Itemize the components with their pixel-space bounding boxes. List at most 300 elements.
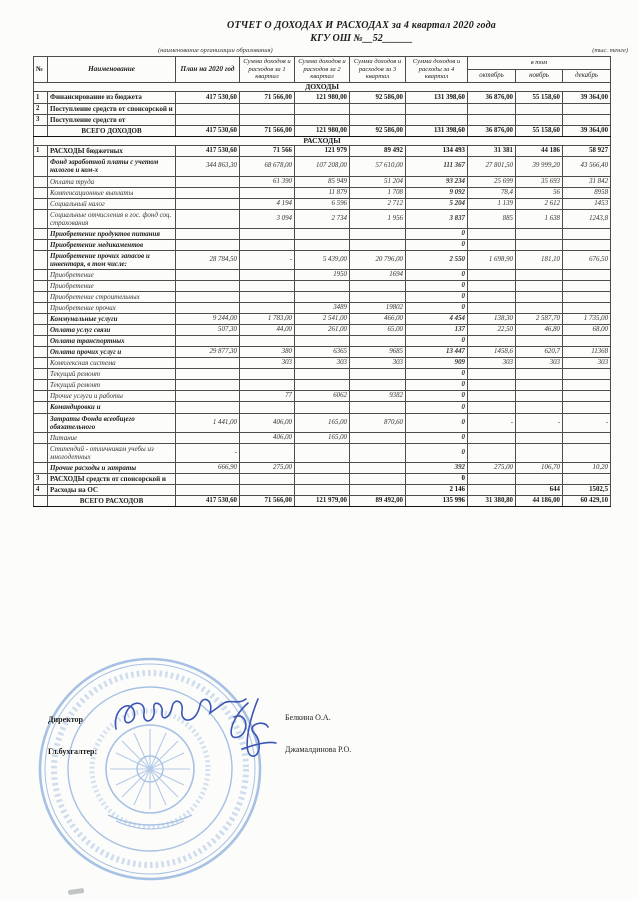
row-number bbox=[34, 358, 48, 369]
row-value: 4 454 bbox=[406, 314, 468, 325]
organization-name: КГУ ОШ №__52______ bbox=[310, 33, 413, 44]
row-value: 58 927 bbox=[563, 146, 611, 157]
row-value bbox=[468, 432, 516, 443]
row-value: 31 842 bbox=[563, 176, 611, 187]
row-number bbox=[34, 325, 48, 336]
row-value bbox=[563, 402, 611, 413]
row-value: 19802 bbox=[350, 303, 406, 314]
row-label: Коммунальные услуги bbox=[48, 314, 176, 325]
row-value: 0 bbox=[406, 336, 468, 347]
row-value bbox=[176, 198, 240, 209]
row-value bbox=[176, 473, 240, 484]
row-number bbox=[34, 125, 48, 136]
row-value bbox=[295, 292, 350, 303]
row-value: 165,00 bbox=[295, 413, 350, 432]
row-value bbox=[176, 484, 240, 495]
row-value bbox=[516, 228, 563, 239]
row-value: 644 bbox=[516, 484, 563, 495]
row-value: 1950 bbox=[295, 269, 350, 280]
row-value bbox=[406, 114, 468, 125]
row-value: - bbox=[240, 250, 295, 269]
row-label: Поступление средств от bbox=[48, 114, 176, 125]
row-number bbox=[34, 462, 48, 473]
row-value bbox=[295, 462, 350, 473]
row-value bbox=[176, 269, 240, 280]
row-value bbox=[516, 292, 563, 303]
row-value: 666,90 bbox=[176, 462, 240, 473]
row-value bbox=[350, 239, 406, 250]
row-number bbox=[34, 176, 48, 187]
row-value: 92 586,00 bbox=[350, 125, 406, 136]
row-value: 303 bbox=[468, 358, 516, 369]
row-value: 71 566 bbox=[240, 146, 295, 157]
row-value bbox=[468, 280, 516, 291]
row-value: 1 956 bbox=[350, 209, 406, 228]
row-number bbox=[34, 402, 48, 413]
row-value bbox=[176, 358, 240, 369]
row-value: 0 bbox=[406, 239, 468, 250]
row-value: 303 bbox=[240, 358, 295, 369]
row-value: 2 712 bbox=[350, 198, 406, 209]
row-value: 121 980,00 bbox=[295, 125, 350, 136]
row-value: 1694 bbox=[350, 269, 406, 280]
row-value: 2 541,00 bbox=[295, 314, 350, 325]
row-value bbox=[468, 402, 516, 413]
row-label: Приобретение медикаментов bbox=[48, 239, 176, 250]
accountant-name: Джамалдинова Р.О. bbox=[285, 745, 352, 754]
row-value: 9 244,00 bbox=[176, 314, 240, 325]
row-value bbox=[240, 239, 295, 250]
row-value: 1 638 bbox=[516, 209, 563, 228]
header-row-1 bbox=[34, 57, 611, 70]
row-value: 5 439,00 bbox=[295, 250, 350, 269]
row-number bbox=[34, 269, 48, 280]
table-row bbox=[34, 391, 611, 402]
row-number bbox=[34, 239, 48, 250]
row-value bbox=[350, 280, 406, 291]
row-value bbox=[240, 380, 295, 391]
row-value: - bbox=[516, 413, 563, 432]
row-number bbox=[34, 157, 48, 176]
row-value bbox=[176, 114, 240, 125]
table-row bbox=[34, 176, 611, 187]
row-value: 29 877,30 bbox=[176, 347, 240, 358]
row-value bbox=[176, 336, 240, 347]
row-value bbox=[240, 443, 295, 462]
row-value: 107 208,00 bbox=[295, 157, 350, 176]
row-value bbox=[468, 443, 516, 462]
section-label: ДОХОДЫ bbox=[34, 82, 611, 92]
row-number bbox=[34, 314, 48, 325]
row-value: 31 380,80 bbox=[468, 495, 516, 506]
row-value: 885 bbox=[468, 209, 516, 228]
signature-block bbox=[48, 705, 608, 895]
row-value bbox=[350, 114, 406, 125]
row-label: Компенсационные выплаты bbox=[48, 187, 176, 198]
row-value: 0 bbox=[406, 303, 468, 314]
row-value: 1 441,00 bbox=[176, 413, 240, 432]
row-value bbox=[295, 114, 350, 125]
row-value: 406,00 bbox=[240, 413, 295, 432]
row-value bbox=[468, 369, 516, 380]
accountant-label: Гл.бухгалтер: bbox=[48, 747, 98, 756]
row-number: 4 bbox=[34, 484, 48, 495]
col-november: ноябрь bbox=[516, 69, 563, 82]
row-value: 35 693 bbox=[516, 176, 563, 187]
row-value: 31 381 bbox=[468, 146, 516, 157]
table-row bbox=[34, 228, 611, 239]
row-number bbox=[34, 413, 48, 432]
row-value bbox=[240, 369, 295, 380]
row-value: 1 783,00 bbox=[240, 314, 295, 325]
row-value: 0 bbox=[406, 413, 468, 432]
row-value: 121 979,00 bbox=[295, 495, 350, 506]
row-value bbox=[563, 443, 611, 462]
row-value bbox=[406, 103, 468, 114]
row-value bbox=[563, 473, 611, 484]
row-value: 392 bbox=[406, 462, 468, 473]
row-value bbox=[240, 114, 295, 125]
row-label: Приобретение строительных bbox=[48, 292, 176, 303]
row-value bbox=[516, 269, 563, 280]
row-value bbox=[240, 187, 295, 198]
row-label: Оплата труда bbox=[48, 176, 176, 187]
col-q2: Сумма доходов и расходов за 2 квартал bbox=[295, 57, 350, 83]
row-value: 121 980,00 bbox=[295, 92, 350, 103]
row-value bbox=[563, 369, 611, 380]
row-label: Социальные отчисления в гос. фонд соц. страхования bbox=[48, 209, 176, 228]
row-label: Комплексная система bbox=[48, 358, 176, 369]
row-value bbox=[176, 176, 240, 187]
row-value bbox=[350, 103, 406, 114]
table-row bbox=[34, 369, 611, 380]
row-number bbox=[34, 391, 48, 402]
row-value: 417 530,60 bbox=[176, 125, 240, 136]
row-value: 92 586,00 bbox=[350, 92, 406, 103]
row-value: 36 876,00 bbox=[468, 92, 516, 103]
row-value bbox=[468, 336, 516, 347]
row-value: 89 492 bbox=[350, 146, 406, 157]
section-label: РАСХОДЫ bbox=[34, 136, 611, 146]
table-row bbox=[34, 250, 611, 269]
row-value bbox=[563, 292, 611, 303]
row-value bbox=[516, 380, 563, 391]
section-row bbox=[34, 82, 611, 92]
row-value: 55 158,60 bbox=[516, 92, 563, 103]
col-october: октябрь bbox=[468, 69, 516, 82]
row-number: 2 bbox=[34, 103, 48, 114]
table-row bbox=[34, 473, 611, 484]
row-value: 89 492,00 bbox=[350, 495, 406, 506]
row-label: Приобретение bbox=[48, 269, 176, 280]
row-value: 1 735,00 bbox=[563, 314, 611, 325]
row-value bbox=[176, 380, 240, 391]
row-value: 51 204 bbox=[350, 176, 406, 187]
row-label: Приобретение bbox=[48, 280, 176, 291]
table-row bbox=[34, 146, 611, 157]
row-value bbox=[176, 369, 240, 380]
row-value bbox=[516, 336, 563, 347]
row-label: Стипендий - отличникам учебы из многодетных bbox=[48, 443, 176, 462]
row-label: Прочие услуги и работы bbox=[48, 391, 176, 402]
row-value: 9382 bbox=[350, 391, 406, 402]
row-value: 303 bbox=[563, 358, 611, 369]
row-value bbox=[350, 402, 406, 413]
table-row bbox=[34, 157, 611, 176]
accountant-signature bbox=[218, 697, 288, 767]
row-value: 138,30 bbox=[468, 314, 516, 325]
row-value bbox=[176, 432, 240, 443]
row-value: 1 698,90 bbox=[468, 250, 516, 269]
table-row bbox=[34, 198, 611, 209]
row-value: 0 bbox=[406, 443, 468, 462]
row-value bbox=[516, 432, 563, 443]
row-value: 121 979 bbox=[295, 146, 350, 157]
row-label: Расходы на ОС bbox=[48, 484, 176, 495]
row-value bbox=[350, 380, 406, 391]
row-label: РАСХОДЫ средств от спонсорской и bbox=[48, 473, 176, 484]
table-row bbox=[34, 484, 611, 495]
row-value: 22,50 bbox=[468, 325, 516, 336]
row-value: - bbox=[468, 413, 516, 432]
row-value bbox=[563, 432, 611, 443]
row-value: 131 398,60 bbox=[406, 125, 468, 136]
col-q4: Сумма доходов и расходы за 4 квартал bbox=[406, 57, 468, 83]
col-december: декабрь bbox=[563, 69, 611, 82]
row-value: 55 158,60 bbox=[516, 125, 563, 136]
row-value: 1458,6 bbox=[468, 347, 516, 358]
row-number bbox=[34, 303, 48, 314]
table-row bbox=[34, 187, 611, 198]
row-value bbox=[468, 473, 516, 484]
row-value bbox=[563, 114, 611, 125]
row-value: 11368 bbox=[563, 347, 611, 358]
row-value: 3489 bbox=[295, 303, 350, 314]
director-signature bbox=[110, 695, 260, 737]
row-value: 0 bbox=[406, 380, 468, 391]
row-number bbox=[34, 228, 48, 239]
row-number bbox=[34, 443, 48, 462]
row-value bbox=[240, 269, 295, 280]
row-number bbox=[34, 292, 48, 303]
row-value bbox=[295, 336, 350, 347]
row-value bbox=[295, 402, 350, 413]
row-value bbox=[468, 303, 516, 314]
row-value: 39 999,20 bbox=[516, 157, 563, 176]
row-value: 380 bbox=[240, 347, 295, 358]
row-value: 28 784,50 bbox=[176, 250, 240, 269]
row-label: Оплата прочих услуг и bbox=[48, 347, 176, 358]
table-row bbox=[34, 413, 611, 432]
row-label: Приобретение прочих запасов и инвентаря, в том числе: bbox=[48, 250, 176, 269]
row-value: 620,7 bbox=[516, 347, 563, 358]
row-value bbox=[240, 402, 295, 413]
row-value: 0 bbox=[406, 280, 468, 291]
row-number: 3 bbox=[34, 114, 48, 125]
row-value bbox=[295, 103, 350, 114]
row-value: 6365 bbox=[295, 347, 350, 358]
table-row bbox=[34, 209, 611, 228]
row-value bbox=[176, 303, 240, 314]
row-value bbox=[516, 443, 563, 462]
row-value: 417 530,60 bbox=[176, 495, 240, 506]
row-value bbox=[176, 391, 240, 402]
row-number bbox=[34, 209, 48, 228]
row-value: 27 801,50 bbox=[468, 157, 516, 176]
row-value: 2 734 bbox=[295, 209, 350, 228]
row-value: 1243,8 bbox=[563, 209, 611, 228]
row-value: 275,00 bbox=[240, 462, 295, 473]
row-label: Поступление средств от спонсорской и bbox=[48, 103, 176, 114]
row-value: 77 bbox=[240, 391, 295, 402]
row-value: 111 367 bbox=[406, 157, 468, 176]
row-value: 303 bbox=[516, 358, 563, 369]
row-value bbox=[295, 280, 350, 291]
table-row bbox=[34, 358, 611, 369]
table-row bbox=[34, 402, 611, 413]
row-value: 10,20 bbox=[563, 462, 611, 473]
row-value: 57 610,00 bbox=[350, 157, 406, 176]
table-row bbox=[34, 269, 611, 280]
row-value: 39 364,00 bbox=[563, 92, 611, 103]
col-num: № bbox=[34, 57, 48, 83]
row-value bbox=[240, 280, 295, 291]
row-value bbox=[516, 280, 563, 291]
row-value: 61 390 bbox=[240, 176, 295, 187]
row-value bbox=[516, 391, 563, 402]
row-value: 417 530,60 bbox=[176, 146, 240, 157]
org-note: (наименование организации образования) bbox=[158, 47, 273, 54]
row-value bbox=[295, 228, 350, 239]
row-value: 0 bbox=[406, 402, 468, 413]
row-value bbox=[350, 443, 406, 462]
row-value bbox=[176, 209, 240, 228]
row-value: 1 708 bbox=[350, 187, 406, 198]
row-value: 135 996 bbox=[406, 495, 468, 506]
row-value bbox=[240, 292, 295, 303]
table-row bbox=[34, 292, 611, 303]
row-value: 36 876,00 bbox=[468, 125, 516, 136]
row-number bbox=[34, 198, 48, 209]
row-value: 3 094 bbox=[240, 209, 295, 228]
table-row bbox=[34, 380, 611, 391]
row-value bbox=[350, 432, 406, 443]
row-label: Прочие расходы и затраты bbox=[48, 462, 176, 473]
row-value: 68,00 bbox=[563, 325, 611, 336]
row-value: 6062 bbox=[295, 391, 350, 402]
row-value: 0 bbox=[406, 292, 468, 303]
row-value: 65,00 bbox=[350, 325, 406, 336]
table-row bbox=[34, 92, 611, 103]
row-number bbox=[34, 347, 48, 358]
row-label: Текущий ремонт bbox=[48, 369, 176, 380]
row-value: 466,00 bbox=[350, 314, 406, 325]
row-value: 11 879 bbox=[295, 187, 350, 198]
row-value: 417 530,60 bbox=[176, 92, 240, 103]
row-label: ВСЕГО ДОХОДОВ bbox=[48, 125, 176, 136]
row-value bbox=[295, 473, 350, 484]
row-label: ВСЕГО РАСХОДОВ bbox=[48, 495, 176, 506]
row-label: Финансирование из бюджета bbox=[48, 92, 176, 103]
row-value: 275,00 bbox=[468, 462, 516, 473]
row-value: 909 bbox=[406, 358, 468, 369]
row-number: 3 bbox=[34, 473, 48, 484]
table-row bbox=[34, 103, 611, 114]
row-value bbox=[516, 103, 563, 114]
col-including: в том bbox=[468, 57, 611, 70]
row-value: 56 bbox=[516, 187, 563, 198]
row-value bbox=[240, 484, 295, 495]
row-value bbox=[516, 239, 563, 250]
row-label: Фонд заработной платы с учетом налогов и ком-х bbox=[48, 157, 176, 176]
row-value: 0 bbox=[406, 269, 468, 280]
row-label: Питание bbox=[48, 432, 176, 443]
row-value bbox=[468, 114, 516, 125]
row-value: 44 186 bbox=[516, 146, 563, 157]
table-row bbox=[34, 325, 611, 336]
row-value: 134 493 bbox=[406, 146, 468, 157]
row-value bbox=[468, 269, 516, 280]
row-value: 1502,5 bbox=[563, 484, 611, 495]
row-value: 9685 bbox=[350, 347, 406, 358]
row-label: Текущий ремонт bbox=[48, 380, 176, 391]
row-value bbox=[350, 473, 406, 484]
col-q3: Сумма доходов и расходов за 3 квартал bbox=[350, 57, 406, 83]
row-value: 0 bbox=[406, 432, 468, 443]
row-value: 44,00 bbox=[240, 325, 295, 336]
row-number bbox=[34, 432, 48, 443]
row-value: 870,60 bbox=[350, 413, 406, 432]
row-value: 165,00 bbox=[295, 432, 350, 443]
row-value bbox=[240, 473, 295, 484]
row-label: Социальный налог bbox=[48, 198, 176, 209]
row-value: 2 612 bbox=[516, 198, 563, 209]
table-row bbox=[34, 443, 611, 462]
row-value bbox=[176, 239, 240, 250]
row-value: 60 429,10 bbox=[563, 495, 611, 506]
table-row bbox=[34, 347, 611, 358]
row-value: - bbox=[563, 413, 611, 432]
row-value bbox=[240, 103, 295, 114]
row-value bbox=[240, 303, 295, 314]
section-row bbox=[34, 136, 611, 146]
row-number bbox=[34, 495, 48, 506]
report-title: ОТЧЕТ О ДОХОДАХ И РАСХОДАХ за 4 квартал 2020 года bbox=[227, 20, 496, 31]
row-value bbox=[350, 484, 406, 495]
row-value: 6 596 bbox=[295, 198, 350, 209]
row-label: Приобретение продуктов питания bbox=[48, 228, 176, 239]
row-value: 43 566,40 bbox=[563, 157, 611, 176]
row-value bbox=[176, 402, 240, 413]
row-value bbox=[468, 103, 516, 114]
row-number: 1 bbox=[34, 146, 48, 157]
row-value: 44 186,00 bbox=[516, 495, 563, 506]
table-row bbox=[34, 239, 611, 250]
row-value: 3 837 bbox=[406, 209, 468, 228]
row-value: 0 bbox=[406, 473, 468, 484]
row-label: Командировки и bbox=[48, 402, 176, 413]
row-value: 2 146 bbox=[406, 484, 468, 495]
row-value bbox=[295, 369, 350, 380]
row-label: Приобретение прочих bbox=[48, 303, 176, 314]
row-value bbox=[563, 269, 611, 280]
table-row bbox=[34, 125, 611, 136]
row-value: 71 566,00 bbox=[240, 92, 295, 103]
row-value: 71 566,00 bbox=[240, 495, 295, 506]
row-value bbox=[516, 303, 563, 314]
row-value bbox=[295, 239, 350, 250]
row-value: 137 bbox=[406, 325, 468, 336]
